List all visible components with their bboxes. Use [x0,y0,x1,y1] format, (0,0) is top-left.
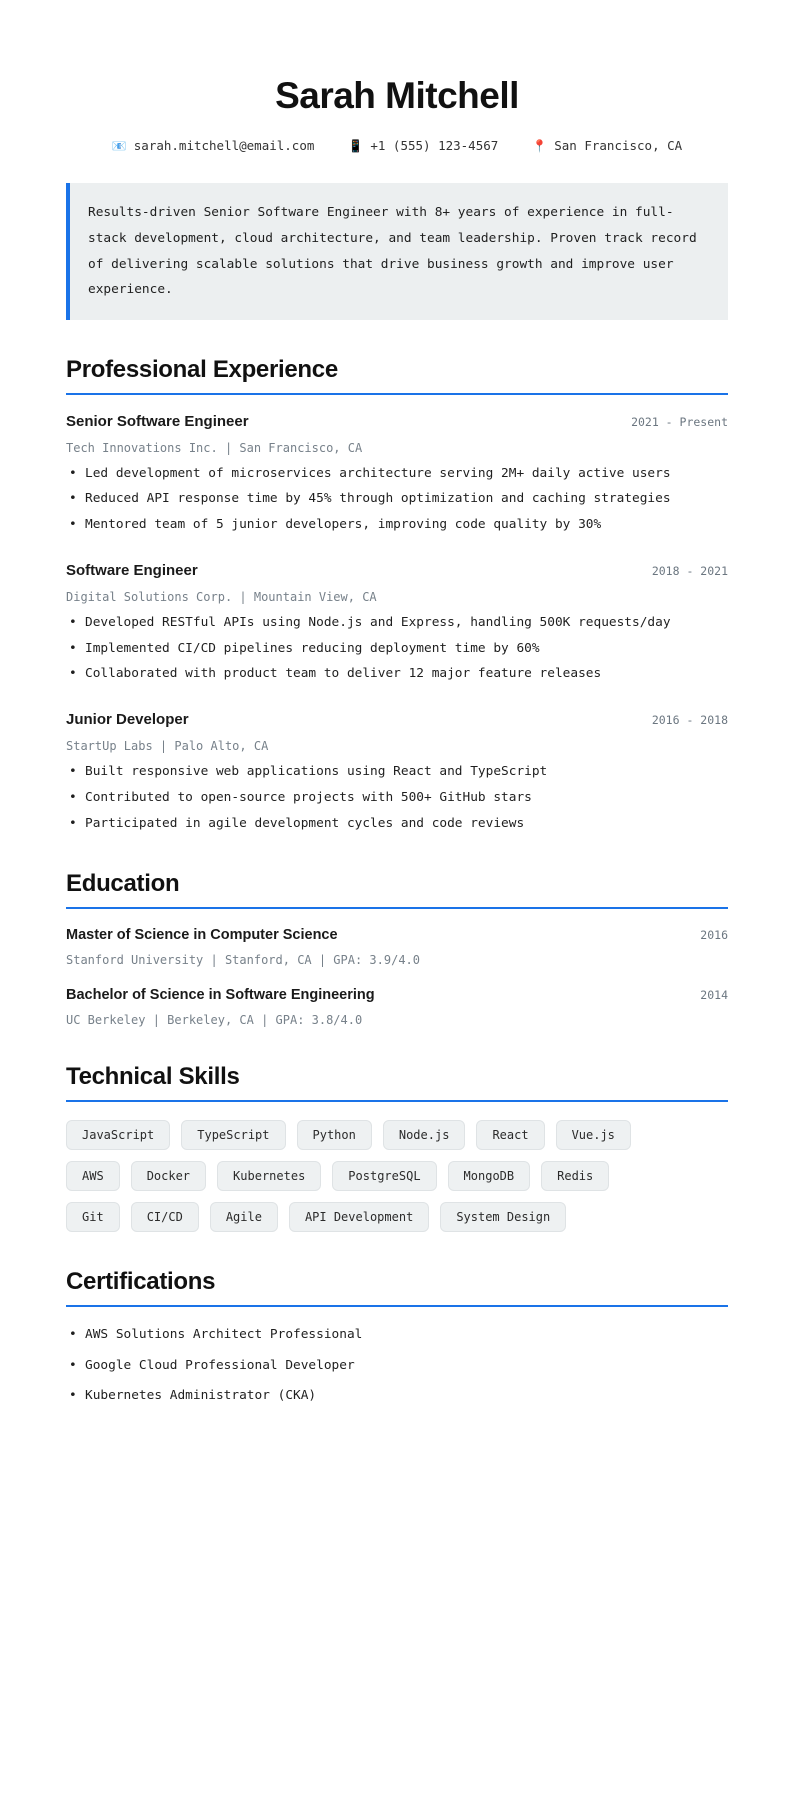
job-title: Software Engineer [66,561,198,579]
contact-item [112,138,315,153]
skill-tag[interactable]: TypeScript [181,1120,285,1150]
resume-header [66,74,728,153]
education-entry [66,927,728,967]
job-bullet: • Participated in agile development cycles and code reviews [66,814,728,835]
certification-item: • AWS Solutions Architect Professional [66,1325,728,1345]
section-education [66,870,728,1027]
job-bullet: • Built responsive web applications using React and TypeScript [66,762,728,783]
skill-tag[interactable]: Git [66,1202,120,1232]
skill-row [66,1120,728,1150]
job-bullet: • Mentored team of 5 junior developers, improving code quality by 30% [66,515,728,536]
job-title: Senior Software Engineer [66,412,249,430]
job-bullet: • Implemented CI/CD pipelines reducing deployment time by 60% [66,639,728,660]
skill-row [66,1161,728,1191]
education-school-gpa: Stanford University | Stanford, CA | GPA: 3.9/4.0 [66,953,421,968]
education-school-gpa: UC Berkeley | Berkeley, CA | GPA: 3.8/4.0 [66,1013,363,1028]
experience-list [66,413,728,834]
education-entry-head [66,987,728,1003]
job-company-location: StartUp Labs | Palo Alto, CA [66,739,269,754]
education-year: 2014 [700,988,728,1003]
experience-entry-head [66,711,728,728]
education-year: 2016 [700,928,728,943]
experience-entry [66,413,728,536]
education-entry [66,987,728,1027]
skill-tag[interactable]: AWS [66,1161,120,1191]
skill-tag[interactable]: API Development [289,1202,429,1232]
contact-text: sarah.mitchell@email.com [133,138,315,154]
experience-entry [66,711,728,834]
section-title-experience: Professional Experience [66,355,338,383]
section-experience [66,356,728,834]
certifications-list [66,1325,728,1406]
contact-item [348,138,498,153]
section-divider [66,907,728,909]
education-list [66,927,728,1027]
section-skills [66,1063,728,1232]
skill-tag[interactable]: Python [297,1120,372,1150]
job-bullet: • Contributed to open-source projects with 500+ GitHub stars [66,788,728,809]
job-title: Junior Developer [66,711,189,729]
section-divider [66,393,728,395]
job-bullet-list [66,762,728,834]
page-title: Sarah Mitchell [275,75,519,116]
job-bullet-list [66,613,728,685]
section-certifications [66,1268,728,1406]
section-title-education: Education [66,870,180,898]
skill-tag[interactable]: PostgreSQL [332,1161,436,1191]
job-bullet: • Collaborated with product team to deliver 12 major feature releases [66,664,728,685]
skill-tag[interactable]: Node.js [383,1120,466,1150]
email-icon: 📧 [111,138,127,153]
certification-item: • Kubernetes Administrator (CKA) [66,1386,728,1406]
job-company-location: Tech Innovations Inc. | San Francisco, CA [66,440,363,455]
skill-tag[interactable]: System Design [440,1202,566,1232]
section-divider [66,1100,728,1102]
education-degree: Bachelor of Science in Software Engineering [66,987,375,1004]
experience-entry-head [66,413,728,430]
certification-item: • Google Cloud Professional Developer [66,1356,728,1376]
job-bullet: • Reduced API response time by 45% through optimization and caching strategies [66,489,728,510]
skill-tag[interactable]: JavaScript [66,1120,170,1150]
skill-tag[interactable]: Agile [210,1202,278,1232]
job-bullet: • Led development of microservices architecture serving 2M+ daily active users [66,464,728,485]
contact-item [532,138,682,153]
contact-row [66,138,728,153]
skill-tag[interactable]: React [476,1120,544,1150]
skill-tag[interactable]: Redis [541,1161,609,1191]
job-bullet: • Developed RESTful APIs using Node.js and Express, handling 500K requests/day [66,613,728,634]
skill-tag[interactable]: Docker [131,1161,206,1191]
contact-text: +1 (555) 123-4567 [370,138,499,154]
job-bullet-list [66,464,728,536]
location-pin-icon: 📍 [532,138,548,153]
skill-tag[interactable]: MongoDB [448,1161,531,1191]
job-dates: 2016 - 2018 [651,713,728,728]
job-dates: 2018 - 2021 [651,563,728,578]
education-entry-head [66,927,728,943]
professional-summary: Results-driven Senior Software Engineer with 8+ years of experience in full-stack development, cloud architecture, and team leadership. Proven track record of delivering scalable solutions that drive business growth and improve user experience. [66,183,728,319]
skill-tag[interactable]: Vue.js [556,1120,631,1150]
experience-entry [66,562,728,685]
contact-text: San Francisco, CA [554,138,683,154]
section-title-skills: Technical Skills [66,1063,240,1091]
skill-tag[interactable]: Kubernetes [217,1161,321,1191]
experience-entry-head [66,562,728,579]
skill-row [66,1202,728,1232]
education-degree: Master of Science in Computer Science [66,927,338,944]
job-dates: 2021 - Present [631,414,728,429]
section-divider [66,1305,728,1307]
certification-list [66,1325,728,1406]
section-title-certifications: Certifications [66,1268,216,1296]
skill-tag[interactable]: CI/CD [131,1202,199,1232]
phone-icon: 📱 [348,138,364,153]
job-company-location: Digital Solutions Corp. | Mountain View, CA [66,589,377,604]
skills-list [66,1120,728,1232]
